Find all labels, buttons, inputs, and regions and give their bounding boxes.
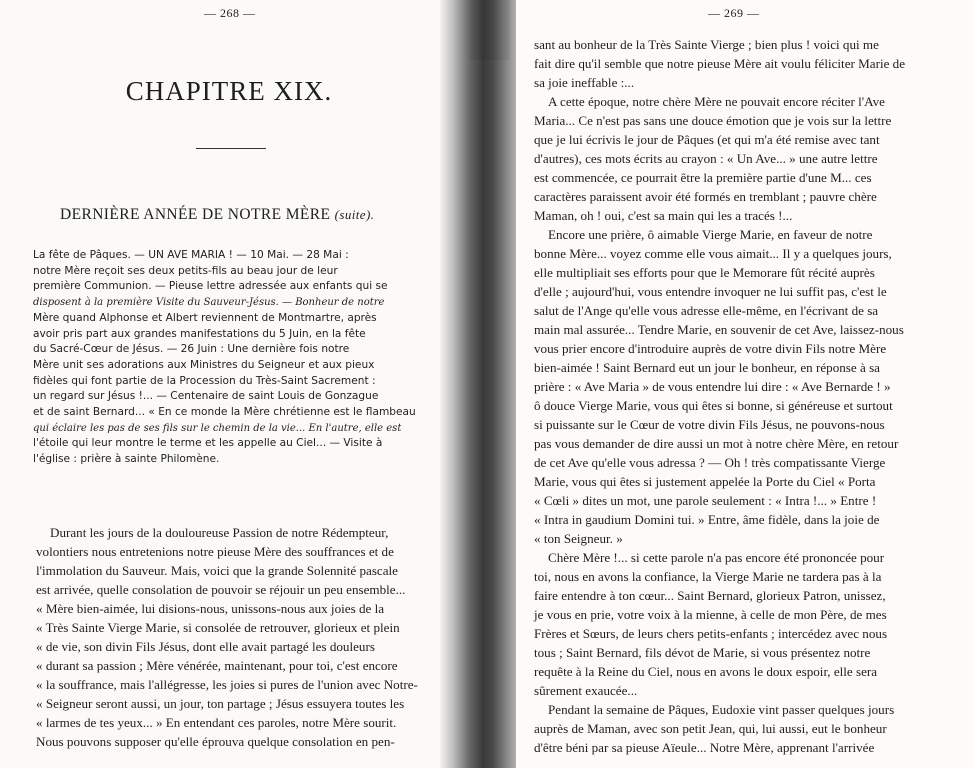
body-line: d'autres), ces mots écrits au crayon : « Un Ave... » une autre lettre xyxy=(534,151,878,166)
body-line: fait dire qu'il semble que notre pieuse Mère ait voulu féliciter Marie de xyxy=(534,56,906,71)
body-line: bonne Mère... voyez comme elle vous aimait... Il y a quelques jours, xyxy=(534,246,892,261)
body-line: bien-aimée ! Saint Bernard eut un jour le bonheur, en réponse à sa xyxy=(534,360,880,375)
body-line: ô douce Vierge Marie, vous qui êtes si bonne, si généreuse et surtout xyxy=(534,398,893,413)
body-line: volontiers nous entretenions notre pieuse Mère des souffrances et de xyxy=(36,544,394,559)
summary-line: l'église : prière à sainte Philomène. xyxy=(33,453,220,466)
body-line: l'immolation du Sauveur. Mais, voici que la grande Solennité pascale xyxy=(36,563,398,578)
summary-line: un regard sur Jésus !... — Centenaire de saint Louis de Gonzague xyxy=(33,390,379,403)
body-line: Frères et Sœurs, de leurs chers petits-enfants ; intercédez avec nous xyxy=(534,626,888,641)
body-line: « durant sa passion ; Mère vénérée, maintenant, pour toi, c'est encore xyxy=(36,658,398,673)
chapter-summary xyxy=(33,248,439,468)
summary-line: Mère quand Alphonse et Albert reviennent de Montmartre, après xyxy=(33,311,377,324)
left-body-text xyxy=(36,523,440,751)
body-line: requête à la Reine du Ciel, nous en avons le doux espoir, elle sera xyxy=(534,664,878,679)
body-line: vous prier encore d'introduire auprès de votre divin Fils notre Mère xyxy=(534,341,887,356)
summary-line: avoir pris part aux grandes manifestations du 5 Juin, en la fête xyxy=(33,327,366,340)
body-line: caractères paraissent avoir été formés en tremblant ; pauvre chère xyxy=(534,189,877,204)
body-line: sant au bonheur de la Très Sainte Vierge ; bien plus ! voici qui me xyxy=(534,37,879,52)
summary-line: Mère unit ses adorations aux Ministres du Seigneur et aux pieux xyxy=(33,358,375,371)
body-line: salut de l'Ange qu'elle vous adresse elle-même, en l'écrivant de sa xyxy=(534,303,879,318)
body-line: Nous pouvons supposer qu'elle éprouva quelque consolation en pen- xyxy=(36,734,395,749)
page-number-right: — 269 — xyxy=(708,6,760,20)
summary-line: l'étoile qui leur montre le terme et les appelle au Ciel... — Visite à xyxy=(33,437,383,450)
body-line: Pendant la semaine de Pâques, Eudoxie vint passer quelques jours xyxy=(548,702,895,717)
body-line: d'être béni par sa pieuse Aïeule... Notre Mère, apprenant l'arrivée xyxy=(534,740,875,755)
body-line: Maria... Ce n'est pas sans une douce émotion que je vois sur la lettre xyxy=(534,113,892,128)
chapter-title: CHAPITRE XIX. xyxy=(125,76,333,106)
body-line: « Intra in gaudium Domini tui. » Entre, âme fidèle, dans la joie de xyxy=(534,512,880,527)
body-line: que je lui écrivis le jour de Pâques (et qui m'a été remise avec tant xyxy=(534,132,880,147)
left-page xyxy=(0,0,458,768)
summary-line: disposent à la première Visite du Sauveur-Jésus. — Bonheur de notre xyxy=(33,297,385,309)
body-line: si puissante sur le Cœur de votre divin Fils Jésus, ne pouvons-nous xyxy=(534,417,885,432)
body-line: pas vous demander de dire aussi un mot à notre chère Mère, en retour xyxy=(534,436,899,451)
body-line: est arrivée, quelle consolation de pouvoir se réjouir un peu ensemble... xyxy=(36,582,406,597)
body-line: Maman, oh ! oui, c'est sa main qui les a tracés !... xyxy=(534,208,793,223)
body-line: « Seigneur seront aussi, un jour, ton partage ; Jésus essuyera toutes les xyxy=(36,696,405,711)
summary-line: qui éclaire les pas de ses fils sur le chemin de la vie... En l'autre, elle est xyxy=(33,422,402,434)
body-line: auprès de Maman, avec son petit Jean, qui, lui aussi, eut le bonheur xyxy=(534,721,887,736)
body-line: « Très Sainte Vierge Marie, si consolée de retrouver, glorieux et plein xyxy=(36,620,400,635)
section-title xyxy=(60,206,374,224)
body-line: Chère Mère !... si cette parole n'a pas encore été prononcée pour xyxy=(548,550,885,565)
section-title-text: DERNIÈRE ANNÉE DE NOTRE MÈRE xyxy=(60,206,331,223)
body-line: je vous en prie, votre voix à la mienne, à celle de mon Père, de mes xyxy=(534,607,887,622)
title-divider xyxy=(196,148,266,149)
body-line: prière : « Ave Maria » de vous entendre lui dire : « Ave Bernarde ! » xyxy=(534,379,891,394)
body-line: toi, nous en avons la confiance, la Vierge Marie ne tardera pas à la xyxy=(534,569,882,584)
body-line: faire entendre à ton cœur... Saint Bernard, glorieux Patron, unissez, xyxy=(534,588,886,603)
right-page xyxy=(516,0,974,768)
body-line: « la souffrance, mais l'allégresse, les joies si pures de l'union avec Notre- xyxy=(36,677,418,692)
summary-line: fidèles qui font partie de la Procession du Très-Saint Sacrement : xyxy=(33,374,376,387)
body-line: « ton Seigneur. » xyxy=(534,531,623,546)
body-line: d'elle ; aujourd'hui, vous entendre invoquer ne lui suffit pas, c'est le xyxy=(534,284,887,299)
body-line: tous ; Saint Bernard, fils dévot de Marie, si vous présentez notre xyxy=(534,645,871,660)
body-line: Durant les jours de la douloureuse Passion de notre Rédempteur, xyxy=(50,525,389,540)
body-line: Encore une prière, ô aimable Vierge Marie, en faveur de notre xyxy=(548,227,873,242)
summary-line: première Communion. — Pieuse lettre adressée aux enfants qui se xyxy=(33,280,388,293)
summary-line: notre Mère reçoit ses deux petits-fils au beau jour de leur xyxy=(33,264,338,277)
summary-line: La fête de Pâques. — UN AVE MARIA ! — 10 Mai. — 28 Mai : xyxy=(33,249,349,261)
body-line: Marie, vous qui êtes si justement appelée la Porte du Ciel « Porta xyxy=(534,474,876,489)
summary-line: et de saint Bernard... « En ce monde la Mère chrétienne est le flambeau xyxy=(33,406,416,419)
body-line: main mal assurée... Tendre Marie, en souvenir de cet Ave, laissez-nous xyxy=(534,322,904,337)
body-line: elle multipliait ses efforts pour que le Memorare fût récité auprès xyxy=(534,265,875,280)
body-line: sa joie ineffable :... xyxy=(534,75,635,90)
body-line: « Mère bien-aimée, lui disions-nous, unissons-nous aux joies de la xyxy=(36,601,385,616)
body-line: « de vie, son divin Fils Jésus, dont elle avait partagé les douleurs xyxy=(36,639,375,654)
body-line: « larmes de tes yeux... » En entendant ces paroles, notre Mère sourit. xyxy=(36,715,397,730)
right-body-text xyxy=(534,35,954,757)
gutter-shadow xyxy=(470,0,510,60)
summary-line: du Sacré-Cœur de Jésus. — 26 Juin : Une dernière fois notre xyxy=(33,343,350,356)
body-line: sûrement exaucée... xyxy=(534,683,638,698)
section-title-suffix: (suite). xyxy=(334,207,375,222)
body-line: est commencée, ce pourrait être la première partie d'une M... ces xyxy=(534,170,872,185)
body-line: A cette époque, notre chère Mère ne pouvait encore réciter l'Ave xyxy=(548,94,885,109)
body-line: de cet Ave qu'elle vous adressa ? — Oh ! très compatissante Vierge xyxy=(534,455,886,470)
body-line: « Cœli » dites un mot, une parole seulement : « Intra !... » Entre ! xyxy=(534,493,877,508)
page-number-left: — 268 — xyxy=(204,6,256,20)
